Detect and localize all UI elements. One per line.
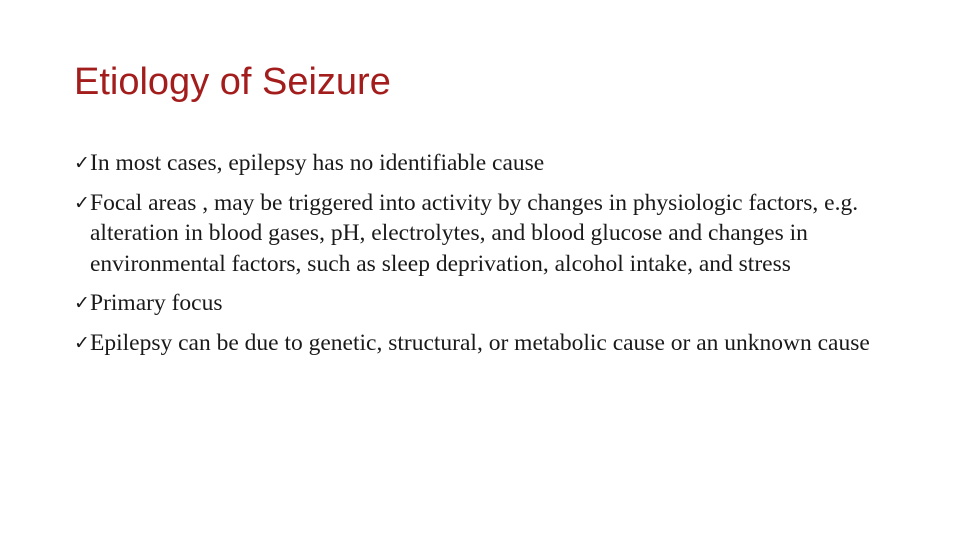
check-icon: ✓ [74,292,90,315]
check-icon: ✓ [74,332,90,355]
bullet-item [74,288,924,318]
bullet-item [74,148,924,178]
bullet-text: Focal areas , may be triggered into activity by changes in physiologic factors, e.g. alteration in blood gases, pH, electrolytes, and blood glucose and changes in environmental factors, such as sleep deprivation, alcohol intake, and stress [90,189,859,277]
bullet-item [74,188,924,279]
bullet-text: Primary focus [90,290,223,317]
bullet-text: Epilepsy can be due to genetic, structural, or metabolic cause or an unknown cause [90,330,870,357]
bullet-text: In most cases, epilepsy has no identifiable cause [90,150,545,176]
bullet-list [74,148,924,368]
bullet-item [74,328,924,358]
check-icon: ✓ [74,152,90,174]
check-icon: ✓ [74,191,90,214]
slide-title: Etiology of Seizure [74,61,391,103]
